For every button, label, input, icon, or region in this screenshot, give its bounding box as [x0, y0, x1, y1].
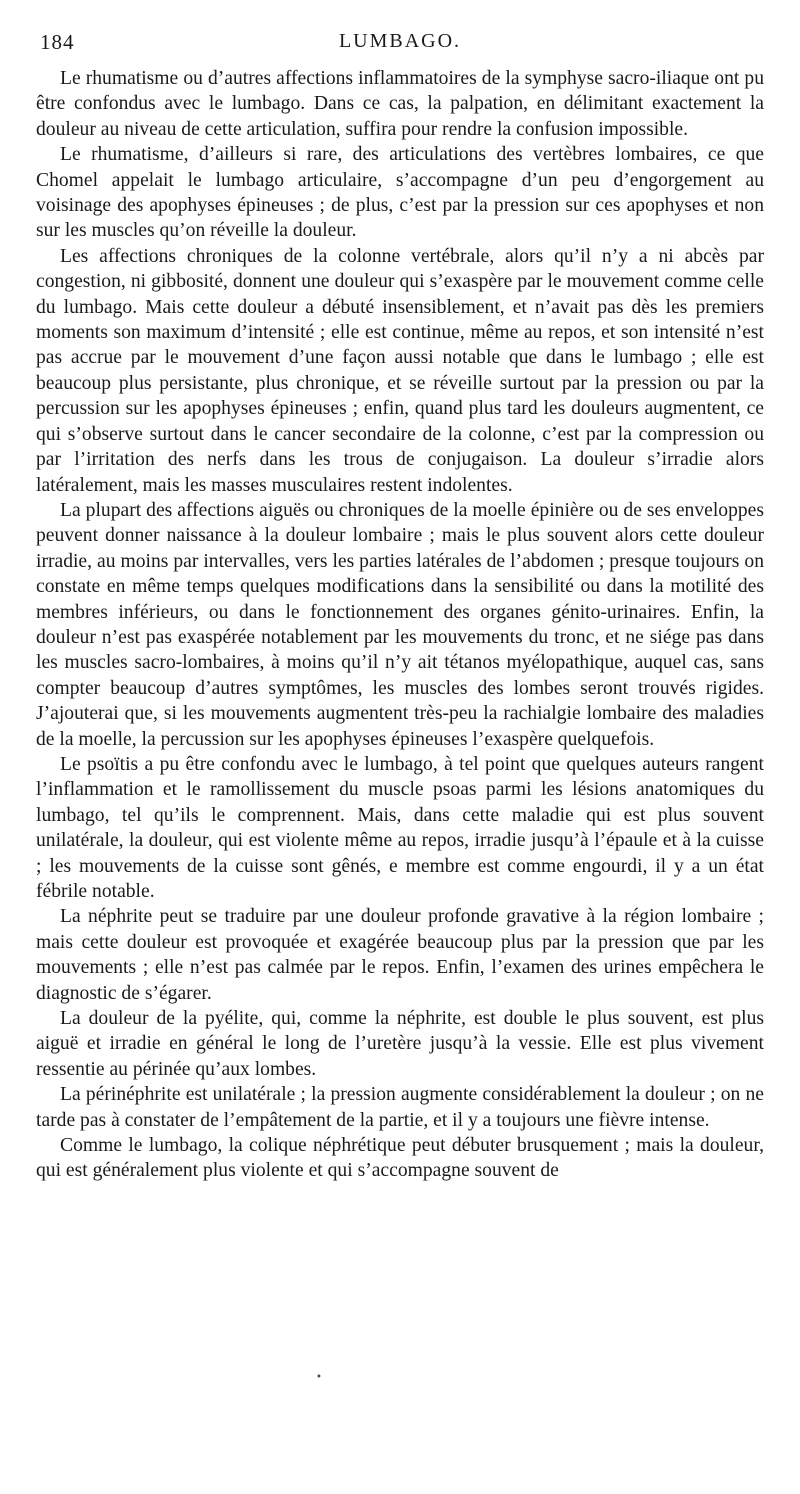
- paragraph-vertebral-rheumatism: Le rhumatisme, d’ailleurs si rare, des articulations des vertèbres lombaires, ce que Chomel appelait le lumbago articulaire, s’accompagne d’un peu d’engorgement au voisinage des apophyses épineuses ; de plus, c’est par la pression sur ces apophyses et non sur les muscles qu’on réveille la douleur.: [36, 144, 764, 242]
- paragraph-perinephritis: La périnéphrite est unilatérale ; la pression augmente considérablement la douleur ; on ne tarde pas à constater de l’empâtement de la partie, et il y a toujours une fièvre intense.: [36, 1084, 764, 1131]
- body-text: [36, 66, 764, 1184]
- paragraph-chronic-spine: Les affections chroniques de la colonne vertébrale, alors qu’il n’y a ni abcès par congestion, ni gibbosité, donnent une douleur qui s’exaspère par le mouvement comme celle du lumbago. Mais cette douleur a débuté insensiblement, et n’avait pas dès les premiers moments son maximum d’intensité ; elle est continue, même au repos, et son intensité n’est pas accrue par le mouvement d’une façon aussi notable que dans le lumbago ; elle est beaucoup plus persistante, plus chronique, et se réveille surtout par la pression ou par la percussion sur les apophyses épineuses ; enfin, quand plus tard les douleurs augmentent, ce qui s’observe surtout dans le cancer secondaire de la colonne, c’est par la compression ou par l’irritation des nerfs dans les trous de conjugaison. La douleur s’irradie alors latéralement, mais les masses musculaires restent indolentes.: [36, 245, 764, 496]
- paragraph-spinal-cord: La plupart des affections aiguës ou chroniques de la moelle épinière ou de ses enveloppes peuvent donner naissance à la douleur lombaire ; mais le plus souvent alors cette douleur irradie, au moins par intervalles, vers les parties latérales de l’abdomen ; presque toujours on constate en même temps quelques modifications dans la sensibilité ou dans la motilité des membres inférieurs, ou dans le fonctionnement des organes génito-urinaires. Enfin, la douleur n’est pas exaspérée notablement par les mouvements du tronc, et ne siége pas dans les muscles sacro-lombaires, à moins qu’il n’y ait tétanos myélopathique, auquel cas, sans compter beaucoup d’autres symptômes, les muscles des lombes seront trouvés rigides. J’ajouterai que, si les mouvements augmentent très-peu la rachialgie lombaire des maladies de la moelle, la percussion sur les apophyses épineuses l’exaspère quelquefois.: [36, 499, 764, 750]
- running-head: LUMBAGO.: [338, 30, 462, 52]
- paragraph-nephritis: La néphrite peut se traduire par une douleur profonde gravative à la région lombaire ; mais cette douleur est provoquée et exagérée beaucoup plus par la pression que par les mouvements ; elle n’est pas calmée par le repos. Enfin, l’examen des urines empêchera le diagnostic de s’égarer.: [36, 906, 764, 1004]
- paragraph-psoitis: Le psoïtis a pu être confondu avec le lumbago, à tel point que quelques auteurs rangent l’inflammation et le ramollissement du muscle psoas parmi les lésions anatomiques du lumbago, tel qu’ils le comprennent. Mais, dans cette maladie qui est plus souvent unilatérale, la douleur, qui est violente même au repos, irradie jusqu’à l’épaule et à la cuisse ; les mouvements de la cuisse sont gênés, e membre est comme engourdi, il y a un état fébrile notable.: [36, 753, 764, 902]
- page-header: [36, 26, 764, 66]
- page-number: 184: [40, 30, 75, 54]
- paragraph-sacro-iliac: Le rhumatisme ou d’autres affections inflammatoires de la symphyse sacro-iliaque ont pu être confondus avec le lumbago. Dans ce cas, la palpation, en délimitant exactement la douleur au niveau de cette articulation, suffira pour rendre la confusion impossible.: [36, 68, 764, 140]
- paragraph-nephritic-colic: Comme le lumbago, la colique néphrétique peut débuter brusquement ; mais la douleur, qui est généralement plus violente et qui s’accompagne souvent de: [36, 1135, 764, 1182]
- ink-speck: •: [316, 1372, 322, 1383]
- paragraph-pyelitis: La douleur de la pyélite, qui, comme la néphrite, est double le plus souvent, est plus aiguë et irradie en général le long de l’uretère jusqu’à la vessie. Elle est plus vivement ressentie au périnée qu’aux lombes.: [36, 1008, 764, 1080]
